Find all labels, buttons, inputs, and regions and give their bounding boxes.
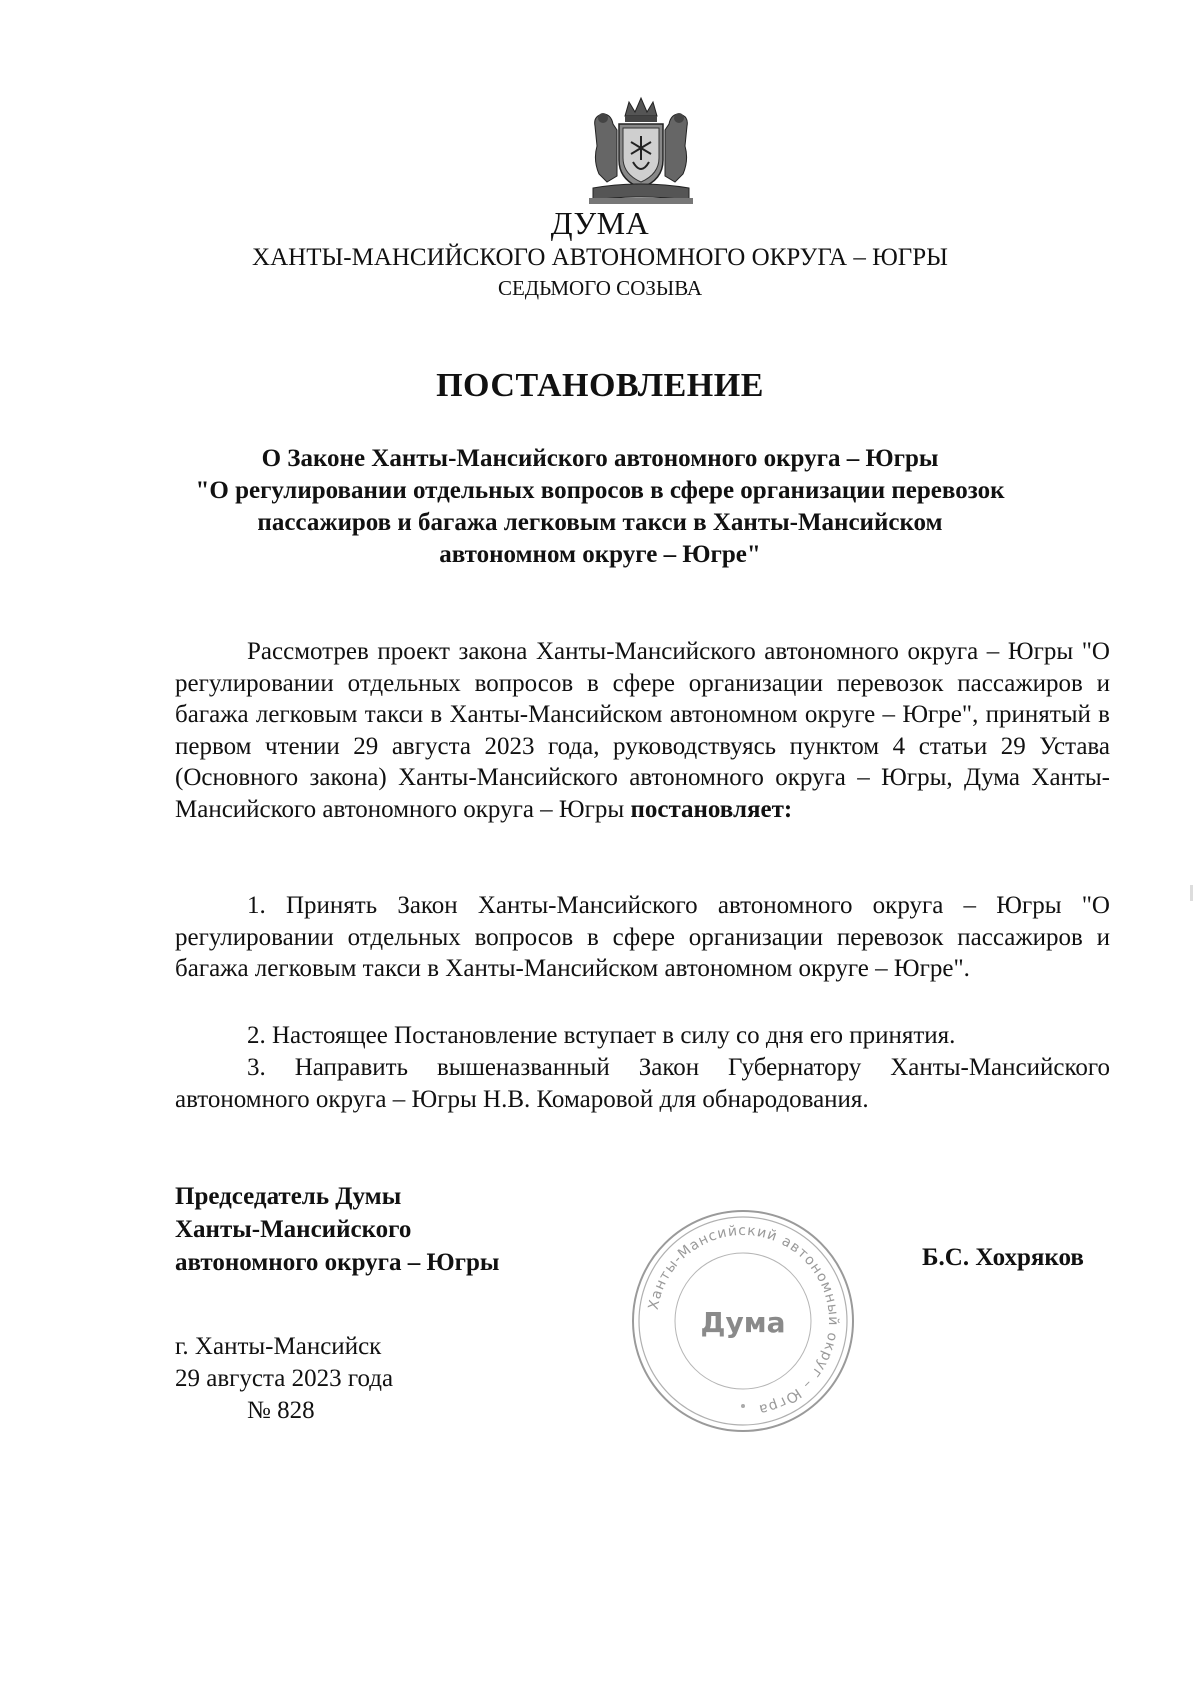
preamble-paragraph [175,636,1110,825]
position-line: Ханты-Мансийского [175,1216,412,1243]
subject-line: пассажиров и багажа легковым такси в Ханты-Мансийском [257,509,943,536]
document-type: ПОСТАНОВЛЕНИЕ [436,367,764,404]
item-1: 1. Принять Закон Ханты-Мансийского автономного округа – Югры "О регулировании отдельных вопросов в сфере организации перевозок пассажиров и багажа легковым такси в Ханты-Мансийском автономном округе – Югре". [175,892,1110,982]
issue-date: 29 августа 2023 года [175,1365,394,1392]
item-3: 3. Направить вышеназванный Закон Губернатору Ханты-Мансийского автономного округа – Югры Н.В. Комаровой для обнародования. [175,1054,1110,1113]
issue-place: г. Ханты-Мансийск [175,1333,382,1360]
organization-region: ХАНТЫ-МАНСИЙСКОГО АВТОНОМНОГО ОКРУГА – ЮГРЫ [252,244,948,271]
preamble-text: Рассмотрев проект закона Ханты-Мансийского автономного округа – Югры "О регулировании отдельных вопросов в сфере организации перевозок пассажиров и багажа легковым такси в Ханты-Мансийском автономном округе – Югре", принятый в первом чтении 29 августа 2023 года, руководствуясь пунктом 4 статьи 29 Устава (Основного закона) Ханты-Мансийского автономного округа – Югры, Дума Ханты-Мансийского автономного округа – Югры [175,638,1110,823]
convocation: СЕДЬМОГО СОЗЫВА [497,276,703,300]
issue-details [175,1331,393,1427]
item-2: 2. Настоящее Постановление вступает в силу со дня его принятия. [247,1022,956,1049]
preamble-resolves: постановляет: [630,795,793,823]
subject-line: О Законе Ханты-Мансийского автономного округа – Югры [261,445,939,472]
stamp-ring-text: Ханты-Мансийский автономный округ – Югра [645,1222,842,1418]
position-line: Председатель Думы [175,1183,402,1210]
official-stamp-icon [628,1206,858,1436]
signatory-position [175,1180,499,1279]
stamp-center-text: Дума [700,1306,786,1339]
position-line: автономного округа – Югры [175,1249,500,1276]
organization-name: ДУМА [550,205,650,241]
coat-of-arms-icon [589,96,693,206]
scan-artifact [1190,885,1193,901]
document-number: № 828 [247,1397,315,1424]
signatory-name: Б.С. Хохряков [922,1244,1084,1271]
document-subject [150,443,1050,571]
subject-line: автономном округе – Югре" [439,541,761,568]
subject-line: "О регулировании отдельных вопросов в сфере организации перевозок [195,477,1005,504]
